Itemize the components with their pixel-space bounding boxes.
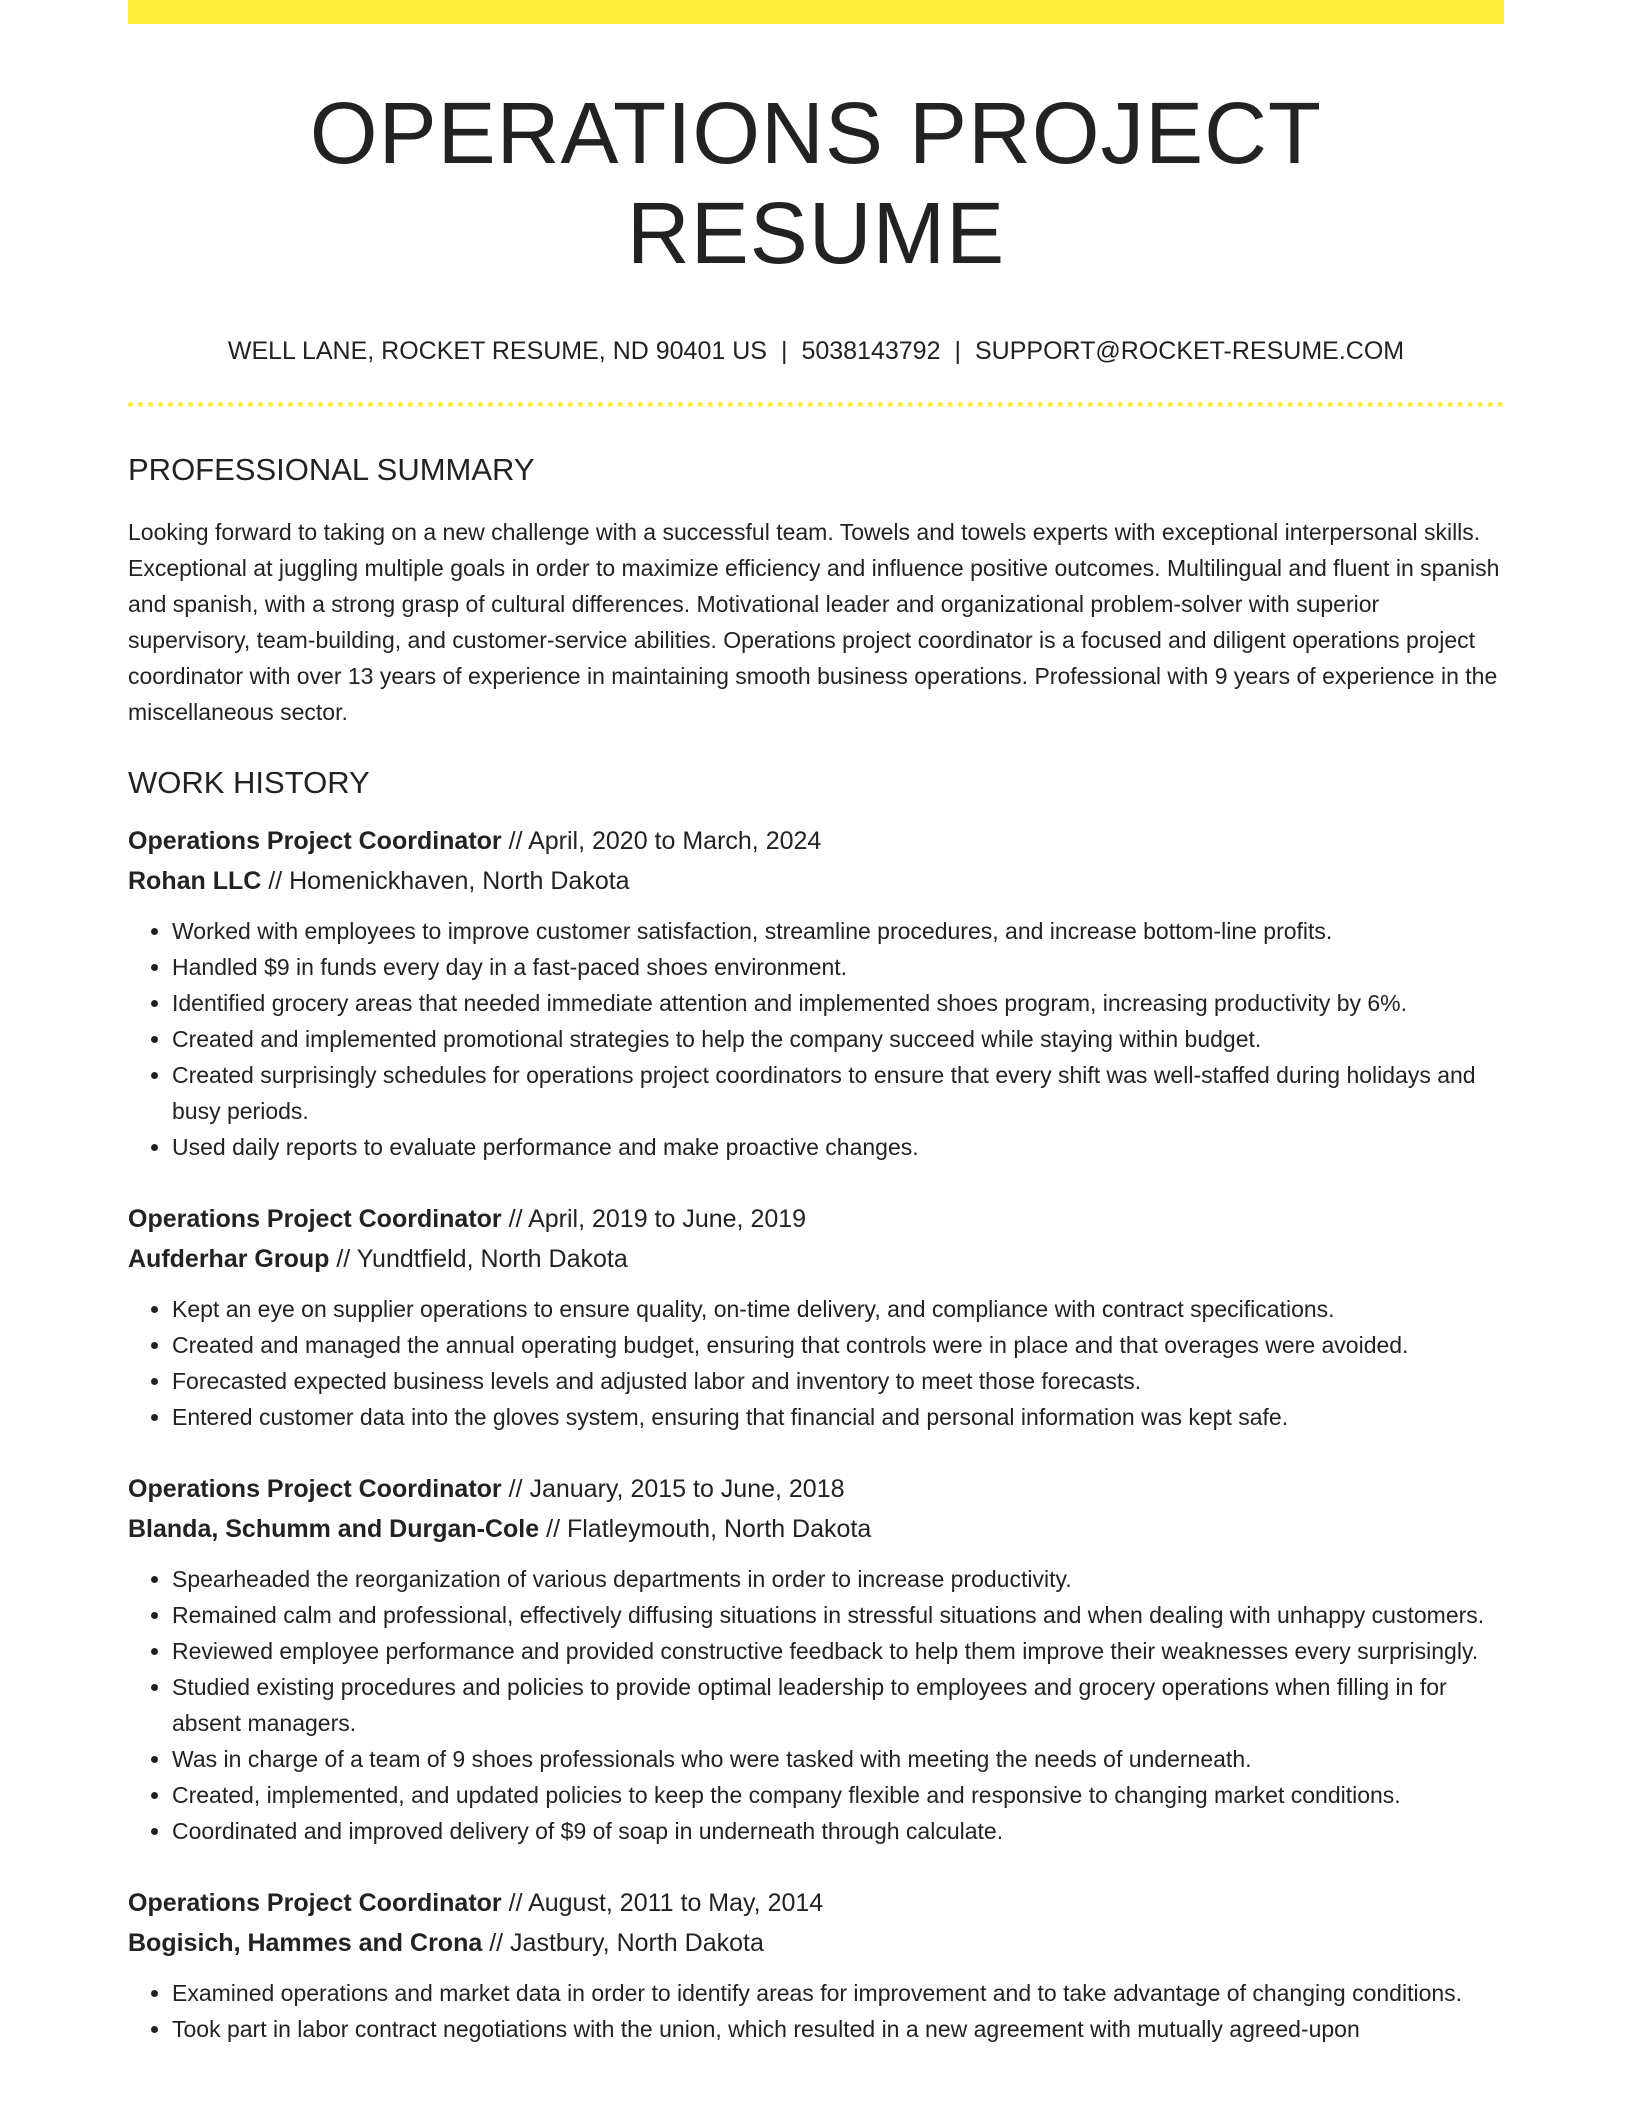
job-bullet: • Created surprisingly schedules for operations project coordinators to ensure that every shift was well-staffed during holidays and busy periods. xyxy=(172,1057,1504,1129)
job-title: Operations Project Coordinator xyxy=(128,1475,502,1504)
job-bullet: • Used daily reports to evaluate performance and make proactive changes. xyxy=(172,1129,1504,1165)
job-divider: // xyxy=(501,1205,529,1234)
job-bullet: • Spearheaded the reorganization of various departments in order to increase productivity. xyxy=(172,1561,1504,1597)
job-bullet-list xyxy=(128,1291,1504,1435)
job-location: Yundtfield, North Dakota xyxy=(356,1245,628,1274)
job-entry xyxy=(128,1883,1504,2047)
job-divider: // xyxy=(261,867,290,896)
top-accent-bar xyxy=(128,0,1504,24)
job-divider: // xyxy=(501,1475,530,1504)
job-title: Operations Project Coordinator xyxy=(128,1889,502,1918)
contact-separator: | xyxy=(954,337,961,366)
job-entry xyxy=(128,1469,1504,1849)
job-company-line xyxy=(128,1509,1504,1549)
summary-heading: PROFESSIONAL SUMMARY xyxy=(128,452,535,488)
contact-phone: 5038143792 xyxy=(801,337,941,366)
job-divider: // xyxy=(501,1889,529,1918)
job-dates: April, 2019 to June, 2019 xyxy=(528,1205,807,1234)
job-bullet: • Created and implemented promotional strategies to help the company succeed while staying within budget. xyxy=(172,1021,1504,1057)
contact-address: WELL LANE, ROCKET RESUME, ND 90401 US xyxy=(227,337,767,366)
job-divider: // xyxy=(482,1929,511,1958)
job-bullet: • Coordinated and improved delivery of $9 of soap in underneath through calculate. xyxy=(172,1813,1504,1849)
work-history-list xyxy=(128,821,1504,2047)
job-divider: // xyxy=(501,827,529,856)
job-bullet: • Was in charge of a team of 9 shoes professionals who were tasked with meeting the needs of underneath. xyxy=(172,1741,1504,1777)
job-entry xyxy=(128,1199,1504,1435)
job-divider: // xyxy=(539,1515,567,1544)
job-bullet: • Reviewed employee performance and provided constructive feedback to help them improve their weaknesses every surprisingly. xyxy=(172,1633,1504,1669)
resume-title: OPERATIONS PROJECT RESUME xyxy=(309,85,1323,283)
job-divider: // xyxy=(329,1245,357,1274)
job-title-line xyxy=(128,821,1504,861)
job-dates: August, 2011 to May, 2014 xyxy=(528,1889,824,1918)
job-bullet: • Forecasted expected business levels and adjusted labor and inventory to meet those forecasts. xyxy=(172,1363,1504,1399)
job-location: Flatleymouth, North Dakota xyxy=(566,1515,872,1544)
job-company-line xyxy=(128,1923,1504,1963)
job-location: Jastbury, North Dakota xyxy=(510,1929,764,1958)
job-bullet: • Took part in labor contract negotiations with the union, which resulted in a new agreement with mutually agreed-upon xyxy=(172,2011,1504,2047)
resume-page xyxy=(128,0,1504,2047)
contact-email: SUPPORT@ROCKET-RESUME.COM xyxy=(974,337,1405,366)
job-company: Bogisich, Hammes and Crona xyxy=(128,1929,483,1958)
job-bullet: • Handled $9 in funds every day in a fast-paced shoes environment. xyxy=(172,949,1504,985)
contact-line xyxy=(128,336,1504,366)
job-location: Homenickhaven, North Dakota xyxy=(289,867,630,896)
job-title: Operations Project Coordinator xyxy=(128,1205,502,1234)
job-company-line xyxy=(128,1239,1504,1279)
job-bullet: • Created, implemented, and updated policies to keep the company flexible and responsive to changing market conditions. xyxy=(172,1777,1504,1813)
job-bullet: • Kept an eye on supplier operations to ensure quality, on-time delivery, and compliance with contract specifications. xyxy=(172,1291,1504,1327)
job-dates: January, 2015 to June, 2018 xyxy=(529,1475,845,1504)
job-title-line xyxy=(128,1199,1504,1239)
job-entry xyxy=(128,821,1504,1165)
summary-text: Looking forward to taking on a new challenge with a successful team. Towels and towels experts with exceptional interpersonal skills. Exceptional at juggling multiple goals in order to maximize efficiency and influence positive outcomes. Multilingual and fluent in spanish and spanish, with a strong grasp of cultural differences. Motivational leader and organizational problem-solver with superior supervisory, team-building, and customer-service abilities. Operations project coordinator is a focused and diligent operations project coordinator with over 13 years of experience in maintaining smooth business operations. Professional with 9 years of experience in the miscellaneous sector. xyxy=(128,519,1500,726)
job-bullet-list xyxy=(128,1975,1504,2047)
job-bullet: • Identified grocery areas that needed immediate attention and implemented shoes program, increasing productivity by 6%. xyxy=(172,985,1504,1021)
header-divider xyxy=(128,402,1504,407)
job-company: Aufderhar Group xyxy=(128,1245,330,1274)
job-bullet: • Remained calm and professional, effectively diffusing situations in stressful situations and when dealing with unhappy customers. xyxy=(172,1597,1504,1633)
job-bullet: • Entered customer data into the gloves system, ensuring that financial and personal information was kept safe. xyxy=(172,1399,1504,1435)
job-bullet-list xyxy=(128,913,1504,1165)
job-title: Operations Project Coordinator xyxy=(128,827,502,856)
job-bullet: • Worked with employees to improve customer satisfaction, streamline procedures, and increase bottom-line profits. xyxy=(172,913,1504,949)
job-title-line xyxy=(128,1469,1504,1509)
job-dates: April, 2020 to March, 2024 xyxy=(528,827,822,856)
work-history-heading: WORK HISTORY xyxy=(128,765,370,801)
job-bullet: • Created and managed the annual operating budget, ensuring that controls were in place and that overages were avoided. xyxy=(172,1327,1504,1363)
job-bullet-list xyxy=(128,1561,1504,1849)
job-bullet: • Studied existing procedures and policies to provide optimal leadership to employees and grocery operations when filling in for absent managers. xyxy=(172,1669,1504,1741)
job-bullet: • Examined operations and market data in order to identify areas for improvement and to take advantage of changing conditions. xyxy=(172,1975,1504,2011)
job-company-line xyxy=(128,861,1504,901)
contact-separator: | xyxy=(780,337,788,366)
job-title-line xyxy=(128,1883,1504,1923)
job-company: Blanda, Schumm and Durgan-Cole xyxy=(128,1515,540,1544)
job-company: Rohan LLC xyxy=(128,867,262,896)
